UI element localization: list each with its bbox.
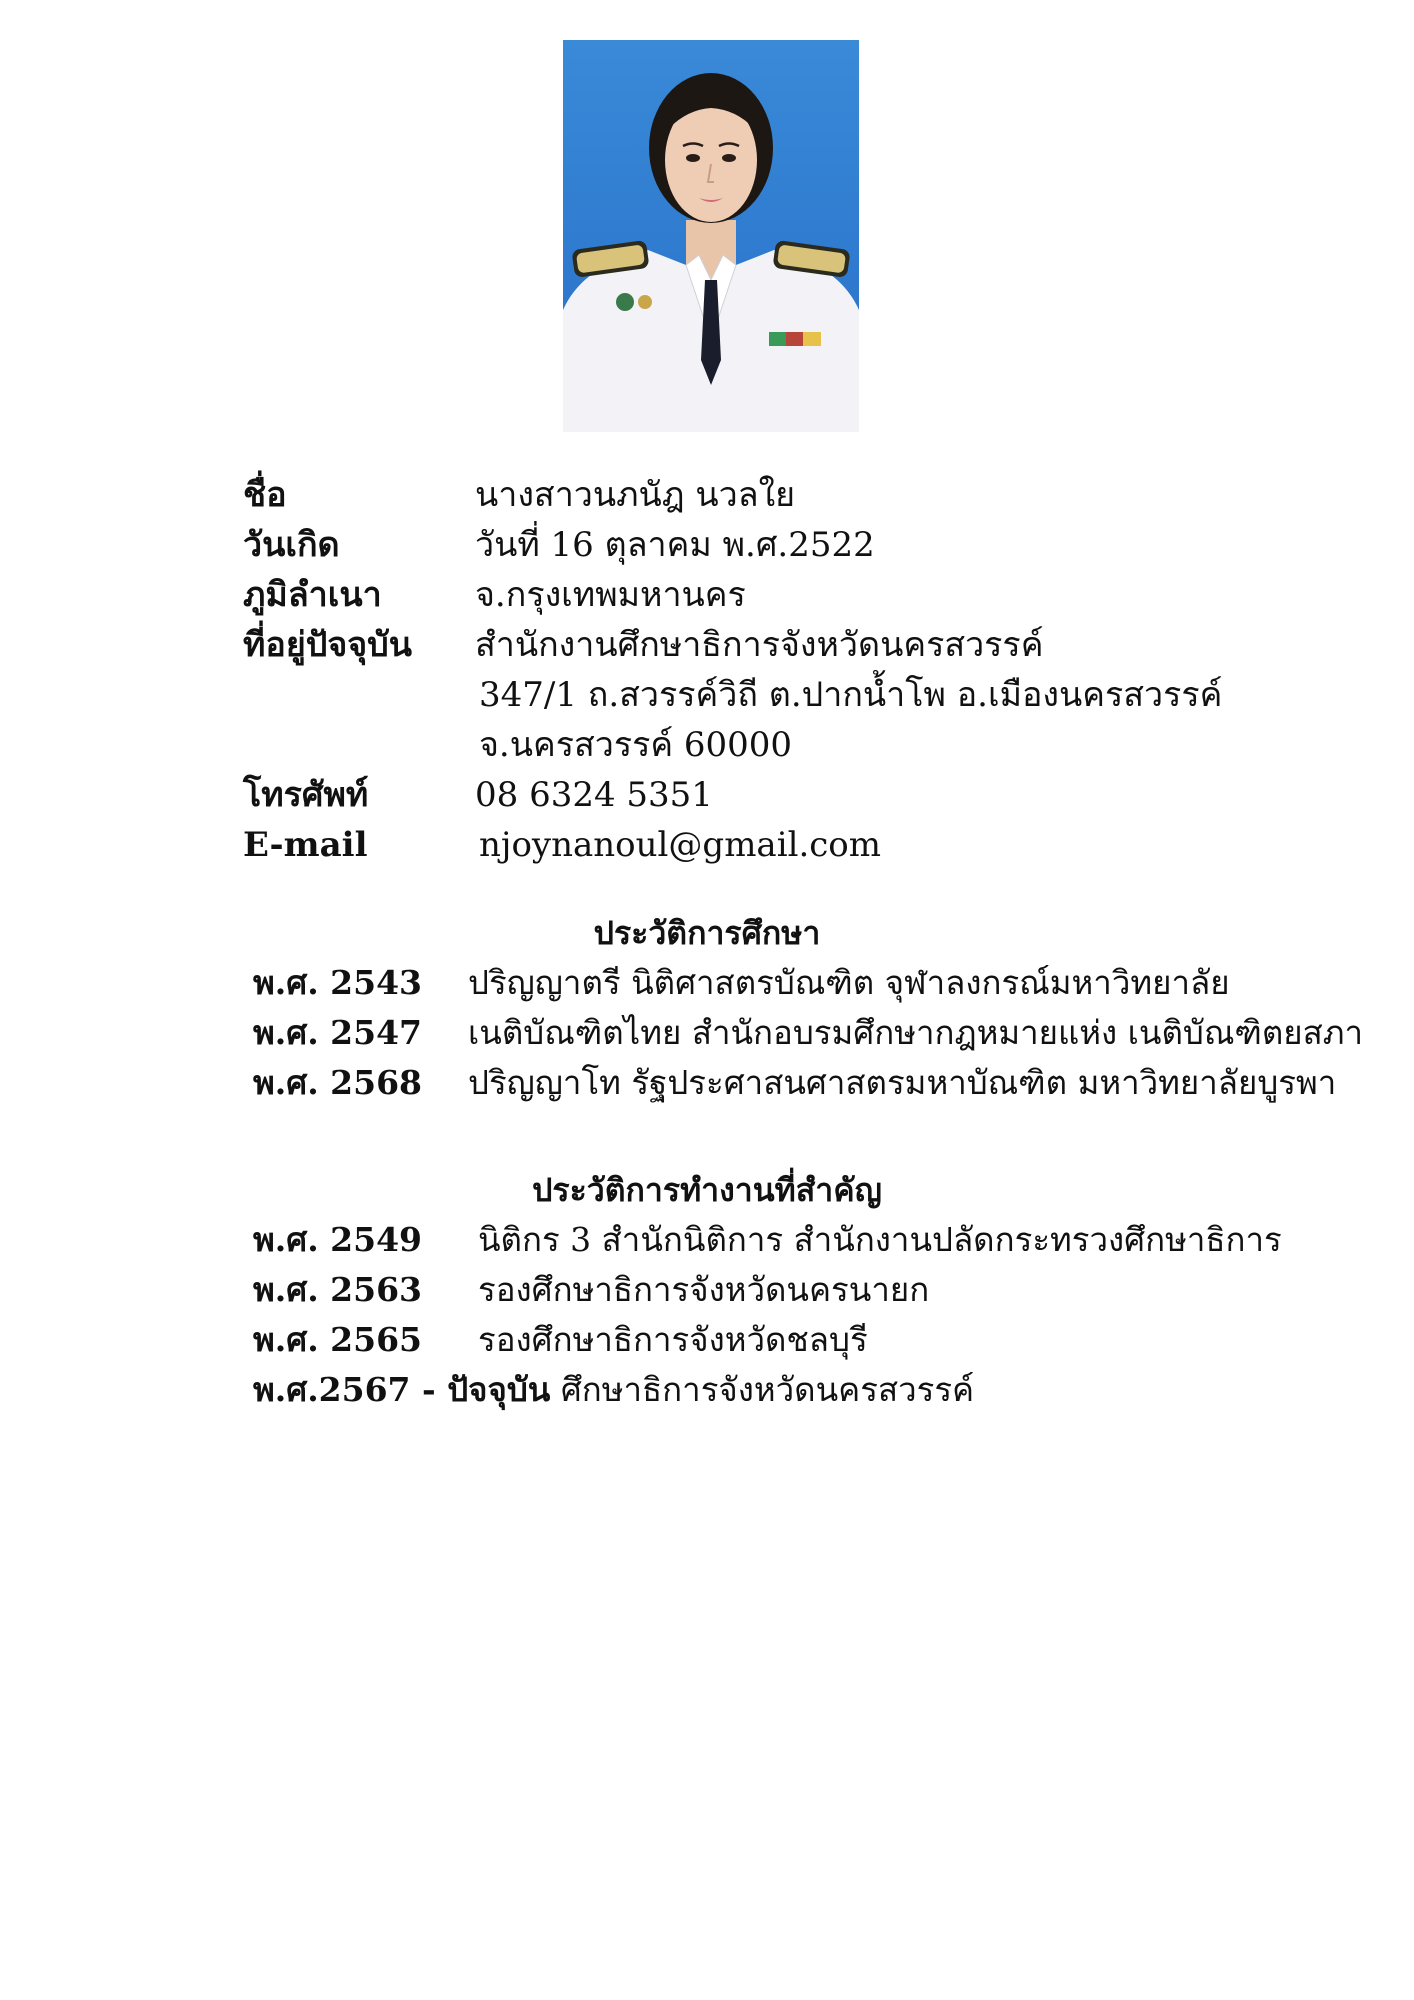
birth-value: วันที่ 16 ตุลาคม พ.ศ.2522	[475, 525, 875, 565]
work-year: พ.ศ. 2563	[253, 1270, 423, 1309]
birth-label: วันเกิด	[243, 525, 340, 565]
email-value: njoynanoul@gmail.com	[479, 825, 882, 865]
hometown-label: ภูมิลำเนา	[243, 575, 382, 615]
email-row	[243, 820, 1343, 870]
name-row	[243, 470, 1343, 520]
email-label: E-mail	[243, 825, 368, 865]
education-item	[253, 1008, 1403, 1058]
work-item	[253, 1265, 1403, 1315]
hometown-row	[243, 570, 1343, 620]
birth-row	[243, 520, 1343, 570]
education-item	[253, 1058, 1403, 1108]
education-year: พ.ศ. 2547	[253, 1013, 423, 1052]
address-row-3	[243, 720, 1343, 770]
address-row-2	[243, 670, 1343, 720]
work-desc: รองศึกษาธิการจังหวัดชลบุรี	[478, 1320, 868, 1359]
work-desc: รองศึกษาธิการจังหวัดนครนายก	[478, 1270, 930, 1309]
name-label: ชื่อ	[243, 475, 287, 515]
work-item-current	[253, 1365, 1403, 1415]
portrait-photo-icon	[563, 40, 859, 432]
address-line-2: 347/1 ถ.สวรรค์วิถี ต.ปากน้ำโพ อ.เมืองนครสวรรค์	[479, 675, 1223, 715]
education-year: พ.ศ. 2543	[253, 963, 423, 1002]
work-current-year: พ.ศ.2567 - ปัจจุบัน	[253, 1370, 551, 1409]
work-list	[253, 1215, 1403, 1415]
hometown-value: จ.กรุงเทพมหานคร	[475, 575, 746, 615]
work-item	[253, 1315, 1403, 1365]
work-desc: นิติกร 3 สำนักนิติการ สำนักงานปลัดกระทรวงศึกษาธิการ	[478, 1220, 1282, 1259]
address-line-3: จ.นครสวรรค์ 60000	[479, 725, 793, 765]
name-value: นางสาวนภนัฎ นวลใย	[475, 475, 796, 515]
work-year: พ.ศ. 2549	[253, 1220, 423, 1259]
address-label: ที่อยู่ปัจจุบัน	[243, 625, 413, 665]
address-line-1: สำนักงานศึกษาธิการจังหวัดนครสวรรค์	[475, 625, 1044, 665]
education-desc: ปริญญาตรี นิติศาสตรบัณฑิต จุฬาลงกรณ์มหาวิทยาลัย	[468, 963, 1230, 1002]
personal-info	[243, 470, 1343, 870]
education-year: พ.ศ. 2568	[253, 1063, 423, 1102]
phone-row	[243, 770, 1343, 820]
work-year: พ.ศ. 2565	[253, 1320, 423, 1359]
phone-value: 08 6324 5351	[475, 775, 713, 815]
work-title: ประวัติการทำงานที่สำคัญ	[532, 1171, 882, 1209]
work-item	[253, 1215, 1403, 1265]
education-desc: ปริญญาโท รัฐประศาสนศาสตรมหาบัณฑิต มหาวิทยาลัยบูรพา	[468, 1063, 1337, 1102]
education-desc: เนติบัณฑิตไทย สำนักอบรมศึกษากฎหมายแห่ง เนติบัณฑิตยสภา	[468, 1013, 1364, 1052]
education-list	[253, 958, 1403, 1108]
education-item	[253, 958, 1403, 1008]
phone-label: โทรศัพท์	[243, 775, 369, 815]
work-current-desc: ศึกษาธิการจังหวัดนครสวรรค์	[560, 1370, 975, 1409]
education-title: ประวัติการศึกษา	[593, 914, 821, 952]
address-row	[243, 620, 1343, 670]
